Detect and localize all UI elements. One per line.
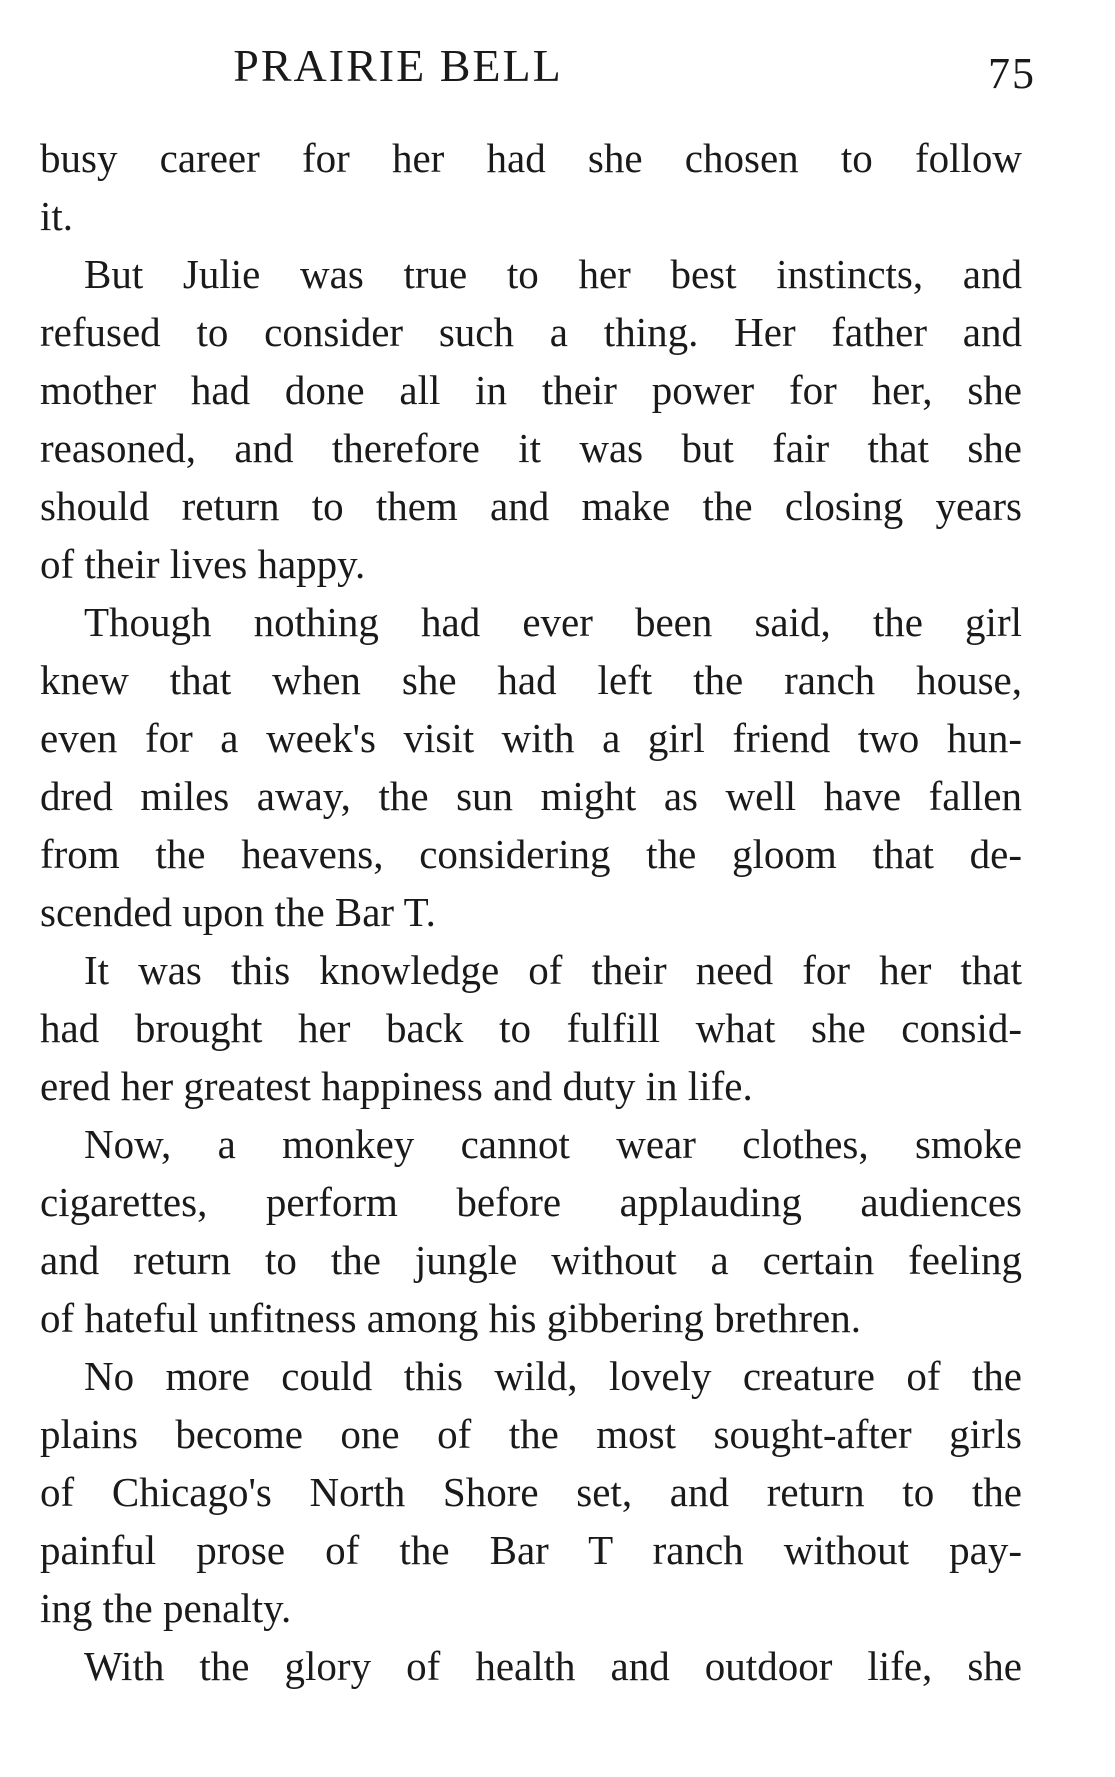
text-line: ered her greatest happiness and duty in life. [40,1063,753,1109]
text-line: Now, a monkey cannot wear clothes, smoke [84,1121,1022,1167]
text-line: scended upon the Bar T. [40,889,436,935]
text-line: cigarettes, perform before applauding audiences [40,1179,1022,1225]
text-line: No more could this wild, lovely creature of the [84,1353,1022,1399]
text-line: and return to the jungle without a certain feeling [40,1237,1022,1283]
text-line: even for a week's visit with a girl friend two hun- [40,715,1022,761]
running-head [38,36,1036,98]
text-line: of Chicago's North Shore set, and return to the [40,1469,1022,1515]
text-line: With the glory of health and outdoor life, she [84,1643,1022,1689]
text-line: from the heavens, considering the gloom that de- [40,831,1022,877]
text-line: refused to consider such a thing. Her father and [40,309,1022,355]
text-line: busy career for her had she chosen to follow [40,135,1022,181]
text-line: reasoned, and therefore it was but fair that she [40,425,1022,471]
text-line: ing the penalty. [40,1585,292,1631]
text-line: had brought her back to fulfill what she consid- [40,1005,1022,1051]
text-line: knew that when she had left the ranch house, [40,657,1022,703]
body-text [40,129,1022,1695]
text-line: It was this knowledge of their need for her that [84,947,1022,993]
text-line: mother had done all in their power for her, she [40,367,1022,413]
text-line: painful prose of the Bar T ranch without pay- [40,1527,1022,1573]
text-line: But Julie was true to her best instincts, and [84,251,1022,297]
text-line: of their lives happy. [40,541,366,587]
text-line: plains become one of the most sought-after girls [40,1411,1022,1457]
text-line: dred miles away, the sun might as well have fallen [40,773,1022,819]
text-line: of hateful unfitness among his gibbering brethren. [40,1295,861,1341]
page-number: 75 [988,49,1036,98]
text-line: should return to them and make the closing years [40,483,1022,529]
text-line: it. [40,193,74,239]
text-line: Though nothing had ever been said, the girl [84,599,1022,645]
running-title: PRAIRIE BELL [233,40,563,91]
